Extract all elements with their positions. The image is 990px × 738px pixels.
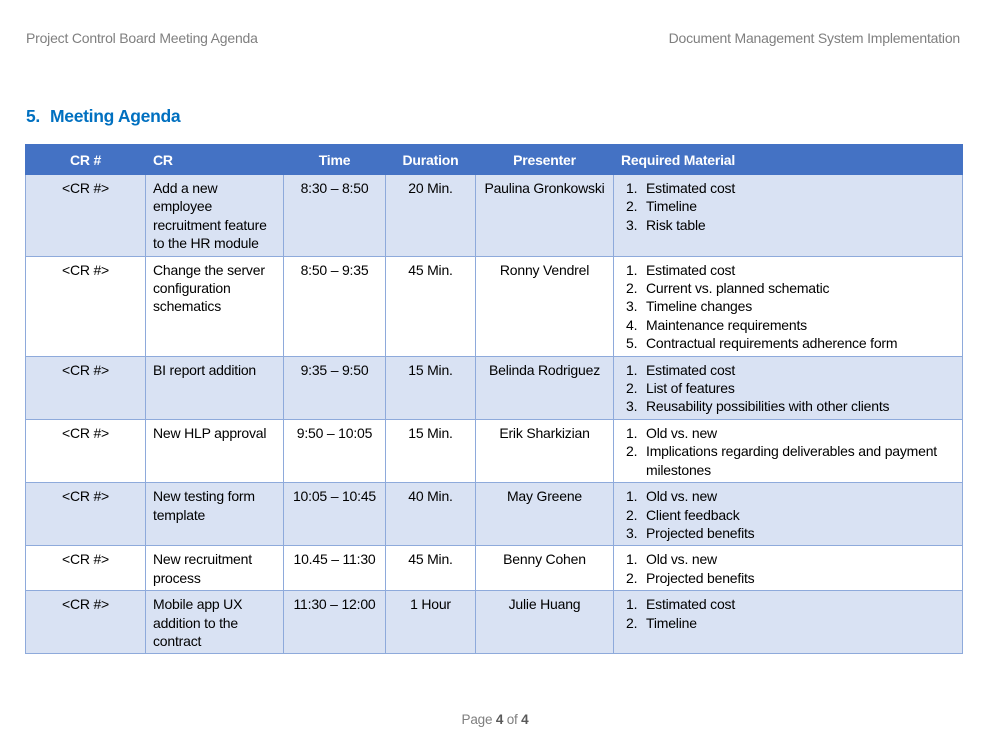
required-material-cell xyxy=(614,356,963,419)
required-material-list xyxy=(621,595,955,632)
required-material-list xyxy=(621,179,955,234)
duration-cell: 45 Min. xyxy=(386,256,476,356)
list-item-text: Client feedback xyxy=(646,506,740,523)
list-item-number: 3. xyxy=(626,524,638,541)
list-item-text: Projected benefits xyxy=(646,569,755,586)
list-item xyxy=(621,397,955,415)
presenter-cell: Ronny Vendrel xyxy=(476,256,614,356)
current-page-number: 4 xyxy=(495,712,504,727)
list-item xyxy=(621,261,955,279)
column-header-cr-number: CR # xyxy=(26,145,146,175)
list-item-number: 5. xyxy=(626,335,638,352)
duration-cell: 1 Hour xyxy=(386,591,476,654)
list-item-number: 2. xyxy=(626,198,638,215)
list-item-text: Timeline xyxy=(646,614,697,631)
list-item-text: Maintenance requirements xyxy=(646,316,807,333)
presenter-cell: Julie Huang xyxy=(476,591,614,654)
list-item-text: Implications regarding deliverables and payment milestones xyxy=(646,443,937,478)
time-cell: 11:30 – 12:00 xyxy=(284,591,386,654)
time-cell: 9:50 – 10:05 xyxy=(284,419,386,482)
list-item xyxy=(621,361,955,379)
presenter-cell: Erik Sharkizian xyxy=(476,419,614,482)
required-material-cell xyxy=(614,483,963,546)
list-item-number: 1. xyxy=(626,551,638,568)
list-item-number: 2. xyxy=(626,380,638,397)
required-material-list xyxy=(621,261,955,353)
list-item-number: 1. xyxy=(626,488,638,505)
cr-number-cell: <CR #> xyxy=(26,175,146,257)
time-cell: 8:50 – 9:35 xyxy=(284,256,386,356)
list-item-text: Current vs. planned schematic xyxy=(646,280,830,297)
column-header-cr: CR xyxy=(146,145,284,175)
cr-number-cell: <CR #> xyxy=(26,256,146,356)
required-material-list xyxy=(621,487,955,542)
agenda-table-header xyxy=(26,145,963,175)
required-material-cell xyxy=(614,175,963,257)
list-item-text: Estimated cost xyxy=(646,596,736,613)
list-item-number: 1. xyxy=(626,424,638,441)
list-item xyxy=(621,424,955,442)
cr-description-cell: Mobile app UX addition to the contract xyxy=(146,591,284,654)
duration-cell: 15 Min. xyxy=(386,419,476,482)
duration-cell: 40 Min. xyxy=(386,483,476,546)
cr-description-cell: New testing form template xyxy=(146,483,284,546)
list-item-text: Projected benefits xyxy=(646,524,755,541)
agenda-table xyxy=(25,144,963,654)
list-item-number: 1. xyxy=(626,361,638,378)
presenter-cell: Benny Cohen xyxy=(476,546,614,591)
list-item-number: 1. xyxy=(626,596,638,613)
duration-cell: 45 Min. xyxy=(386,546,476,591)
page-label: Page xyxy=(461,712,493,727)
cr-description-cell: Add a new employee recruitment feature to the HR module xyxy=(146,175,284,257)
list-item-text: Risk table xyxy=(646,216,706,233)
required-material-cell xyxy=(614,591,963,654)
list-item xyxy=(621,316,955,334)
cr-number-cell: <CR #> xyxy=(26,419,146,482)
list-item xyxy=(621,279,955,297)
required-material-list xyxy=(621,424,955,479)
duration-cell: 20 Min. xyxy=(386,175,476,257)
column-header-presenter: Presenter xyxy=(476,145,614,175)
section-number: 5. xyxy=(26,106,40,126)
list-item xyxy=(621,550,955,568)
list-item-text: Old vs. new xyxy=(646,424,717,441)
list-item xyxy=(621,297,955,315)
time-cell: 9:35 – 9:50 xyxy=(284,356,386,419)
list-item xyxy=(621,487,955,505)
section-title: Meeting Agenda xyxy=(50,106,181,126)
list-item-text: Old vs. new xyxy=(646,551,717,568)
list-item-number: 4. xyxy=(626,316,638,333)
list-item-number: 3. xyxy=(626,298,638,315)
list-item xyxy=(621,614,955,632)
agenda-table-body xyxy=(26,175,963,654)
duration-cell: 15 Min. xyxy=(386,356,476,419)
required-material-cell xyxy=(614,546,963,591)
list-item-text: Reusability possibilities with other clients xyxy=(646,398,890,415)
list-item-number: 1. xyxy=(626,180,638,196)
list-item xyxy=(621,334,955,352)
table-row xyxy=(26,256,963,356)
list-item-number: 2. xyxy=(626,506,638,523)
list-item-text: Timeline changes xyxy=(646,298,753,315)
list-item-number: 2. xyxy=(626,614,638,631)
required-material-cell xyxy=(614,256,963,356)
cr-number-cell: <CR #> xyxy=(26,356,146,419)
list-item-number: 3. xyxy=(626,216,638,233)
page-footer xyxy=(0,712,990,727)
list-item-text: Old vs. new xyxy=(646,488,717,505)
table-row xyxy=(26,483,963,546)
table-row xyxy=(26,591,963,654)
of-label: of xyxy=(506,712,518,727)
required-material-cell xyxy=(614,419,963,482)
list-item-number: 2. xyxy=(626,569,638,586)
list-item xyxy=(621,569,955,587)
cr-description-cell: Change the server configuration schematics xyxy=(146,256,284,356)
cr-description-cell: New HLP approval xyxy=(146,419,284,482)
cr-description-cell: BI report addition xyxy=(146,356,284,419)
list-item-number: 2. xyxy=(626,280,638,297)
presenter-cell: Belinda Rodriguez xyxy=(476,356,614,419)
list-item-text: Estimated cost xyxy=(646,180,736,196)
list-item xyxy=(621,179,955,197)
header-document-title: Project Control Board Meeting Agenda xyxy=(26,30,258,46)
required-material-list xyxy=(621,361,955,416)
list-item xyxy=(621,524,955,542)
time-cell: 10.45 – 11:30 xyxy=(284,546,386,591)
required-material-list xyxy=(621,550,955,587)
list-item xyxy=(621,197,955,215)
cr-description-cell: New recruitment process xyxy=(146,546,284,591)
presenter-cell: May Greene xyxy=(476,483,614,546)
table-row xyxy=(26,546,963,591)
list-item-number: 3. xyxy=(626,398,638,415)
list-item xyxy=(621,379,955,397)
column-header-time: Time xyxy=(284,145,386,175)
cr-number-cell: <CR #> xyxy=(26,591,146,654)
page-header xyxy=(26,30,960,50)
list-item-text: List of features xyxy=(646,380,735,397)
list-item-text: Timeline xyxy=(646,198,697,215)
list-item-number: 2. xyxy=(626,443,638,460)
cr-number-cell: <CR #> xyxy=(26,483,146,546)
list-item xyxy=(621,442,955,479)
total-pages-number: 4 xyxy=(521,712,529,727)
list-item-number: 1. xyxy=(626,261,638,278)
column-header-duration: Duration xyxy=(386,145,476,175)
header-project-name: Document Management System Implementation xyxy=(668,30,960,46)
time-cell: 10:05 – 10:45 xyxy=(284,483,386,546)
table-row xyxy=(26,419,963,482)
column-header-required-material: Required Material xyxy=(614,145,963,175)
section-heading xyxy=(26,106,180,127)
cr-number-cell: <CR #> xyxy=(26,546,146,591)
list-item xyxy=(621,506,955,524)
list-item xyxy=(621,216,955,234)
list-item xyxy=(621,595,955,613)
table-row xyxy=(26,356,963,419)
presenter-cell: Paulina Gronkowski xyxy=(476,175,614,257)
time-cell: 8:30 – 8:50 xyxy=(284,175,386,257)
list-item-text: Estimated cost xyxy=(646,361,736,378)
list-item-text: Contractual requirements adherence form xyxy=(646,335,898,352)
table-row xyxy=(26,175,963,257)
list-item-text: Estimated cost xyxy=(646,261,736,278)
